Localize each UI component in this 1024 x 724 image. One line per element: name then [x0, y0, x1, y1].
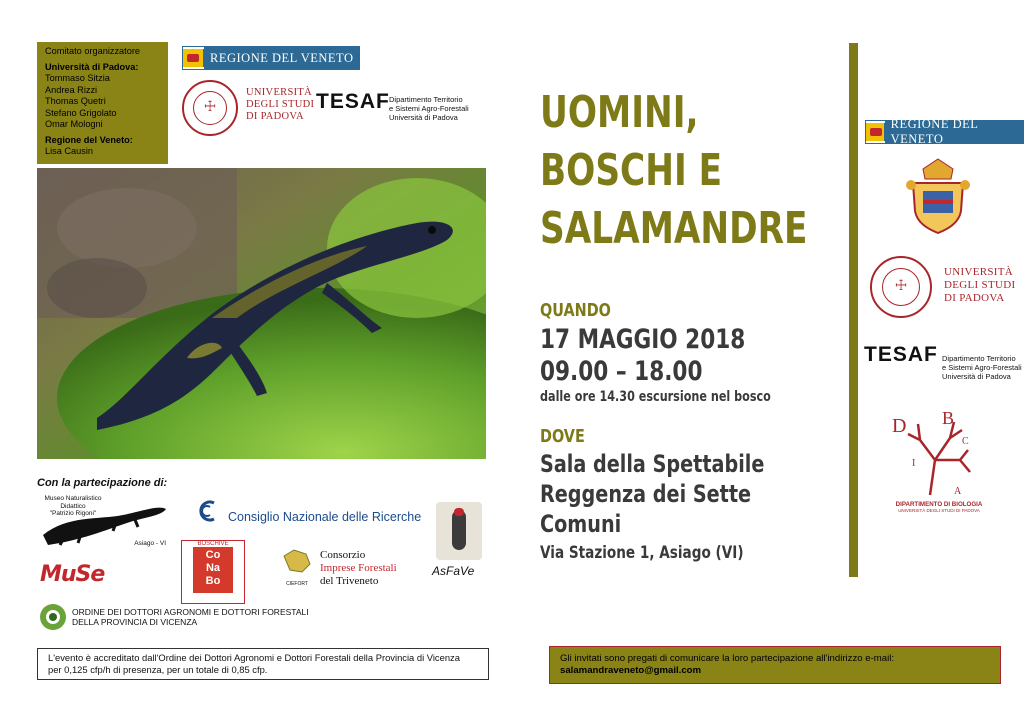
- ordine-emblem-icon: [38, 602, 68, 632]
- invite-box: [549, 646, 1001, 684]
- event-date: 17 MAGGIO 2018: [540, 324, 746, 355]
- muse-logo: MuSe: [40, 562, 105, 587]
- event-time: 09.00 – 18.00: [540, 356, 703, 387]
- committee-member: Tommaso Sitzia: [45, 73, 110, 83]
- where-label: DOVE: [540, 426, 585, 447]
- university-seal-logo: ☩: [182, 80, 238, 136]
- tesaf-logo: TESAF: [316, 90, 390, 113]
- museo-logo: Museo Naturalistico Didattico "Patrizio Rigoni" Asiago - VI: [38, 495, 168, 550]
- lion-shield-icon: [866, 123, 885, 141]
- ordine-logo: ORDINE DEI DOTTORI AGRONOMI E DOTTORI FORESTALI DELLA PROVINCIA DI VICENZA: [38, 602, 309, 632]
- accreditation-box: L'evento è accreditato dall'Ordine dei Dottori Agronomi e Dottori Forestali della Provincia di Vicenza per 0,125 cfp/h di presenza, per un totale di 0,85 cfp.: [37, 648, 489, 680]
- invite-email[interactable]: salamandraveneto@gmail.com: [560, 665, 702, 676]
- coat-of-arms-icon: [903, 155, 973, 239]
- regione-veneto-logo-right: REGIONE DEL VENETO: [865, 120, 1024, 144]
- consorzio-text: Consorzio Imprese Forestali del Triveneto: [320, 549, 397, 587]
- when-label: QUANDO: [540, 300, 611, 321]
- committee-member: Stefano Grigolato: [45, 107, 117, 118]
- committee-member: Thomas Quetri: [45, 96, 106, 106]
- salamander-image: [37, 168, 486, 459]
- svg-text:I: I: [912, 458, 916, 469]
- cnr-logo: Consiglio Nazionale delle Ricerche: [196, 498, 421, 524]
- svg-text:A: A: [954, 486, 962, 497]
- vertical-divider: [849, 43, 858, 577]
- participation-title: Con la partecipazione di:: [37, 477, 168, 489]
- event-title: UOMINI, BOSCHI E SALAMANDRE: [540, 87, 808, 254]
- asfave-logo: AsFaVe: [432, 502, 487, 582]
- excursion-note: dalle ore 14.30 escursione nel bosco: [540, 389, 771, 405]
- committee-member: Lisa Causin: [45, 146, 94, 156]
- map-icon: [280, 546, 314, 576]
- committee-group-name: Regione del Veneto:: [45, 134, 133, 145]
- svg-text:B: B: [942, 410, 955, 428]
- svg-text:D: D: [892, 415, 907, 437]
- cnr-mark-icon: [196, 500, 222, 522]
- university-seal-logo-right: ☩: [870, 256, 932, 318]
- regione-veneto-logo: REGIONE DEL VENETO: [182, 46, 360, 70]
- tesaf-subtitle-right: Dipartimento Territorio e Sistemi Agro-Forestali Università di Padova: [942, 354, 1022, 381]
- dbc-tree-icon: [890, 410, 980, 500]
- salamander-photo: [37, 168, 486, 459]
- committee-member: Andrea Rizzi: [45, 84, 98, 95]
- venue-name: Sala della Spettabile Reggenza dei Sette Comuni: [540, 450, 765, 538]
- biology-department-text: DIPARTIMENTO DI BIOLOGIA UNIVERSITÀ DEGLI STUDI DI PADOVA: [895, 501, 983, 513]
- committee-box: [37, 42, 168, 164]
- conabo-logo: BOSCHIVE Co Na Bo: [181, 540, 245, 604]
- ciefort-logo: CIEFORT: [280, 546, 314, 580]
- tesaf-subtitle: Dipartimento Territorio e Sistemi Agro-Forestali Università di Padova: [389, 95, 469, 122]
- university-name-right: UNIVERSITÀ DEGLI STUDI DI PADOVA: [944, 266, 1016, 304]
- lion-shield-icon: [183, 49, 204, 67]
- tesaf-logo-right: TESAF: [864, 343, 938, 366]
- biology-department-logo: [890, 410, 980, 500]
- svg-text:C: C: [962, 436, 969, 447]
- university-name: UNIVERSITÀ DEGLI STUDI DI PADOVA: [246, 87, 315, 122]
- invite-text: Gli invitati sono pregati di comunicare la loro partecipazione all'indirizzo e-mail:: [560, 653, 895, 664]
- venue-address: Via Stazione 1, Asiago (VI): [540, 543, 744, 563]
- committee-group-name: Università di Padova:: [45, 61, 139, 72]
- woodpecker-icon: [436, 502, 482, 560]
- committee-heading: Comitato organizzatore: [45, 46, 140, 56]
- committee-member: Omar Mologni: [45, 119, 103, 129]
